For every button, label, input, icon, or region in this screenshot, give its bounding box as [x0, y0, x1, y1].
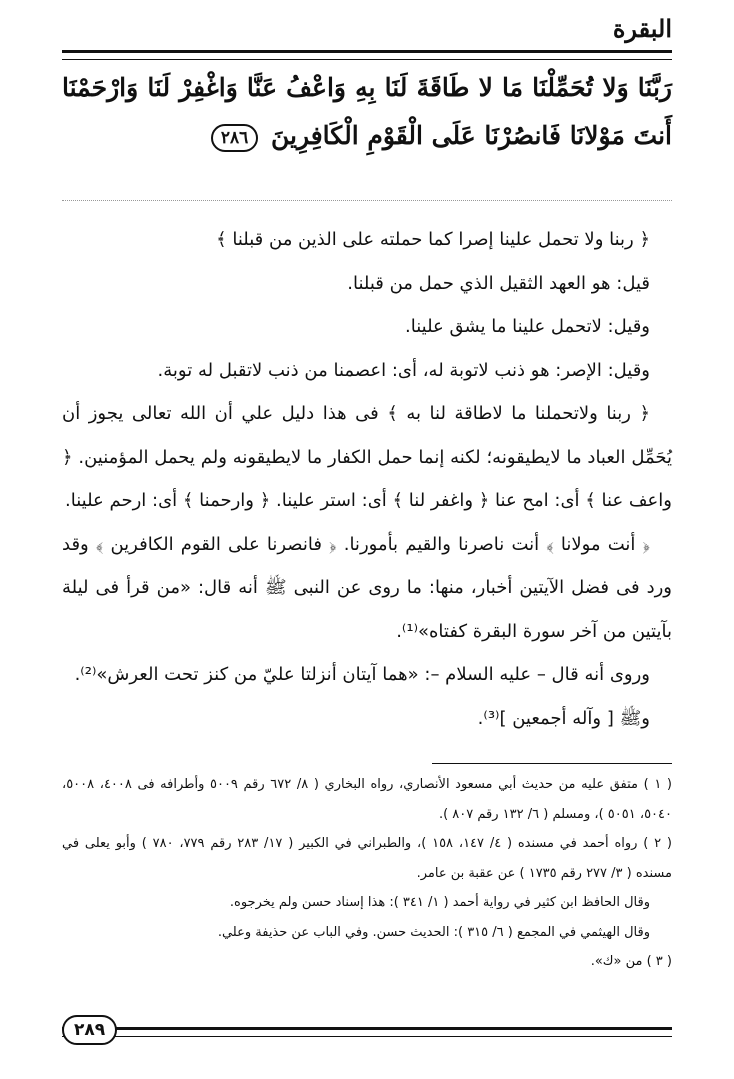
commentary-paragraph: وﷺ [ وآله أجمعين ]⁽³⁾. — [477, 707, 650, 729]
commentary-paragraph: وقيل: الإصر: هو ذنب لاتوبة له، أى: اعصمنا من ذنب لاتقبل له توبة. — [157, 359, 650, 381]
surah-title: البقرة — [612, 14, 672, 43]
commentary-paragraph: ﴿ ربنا ولاتحملنا ما لاطاقة لنا به ﴾ فى هذا دليل علي أن الله تعالى يجوز أن يُحَمِّل العباد ما لايطيقونه؛ لكنه إنما حمل الكفار ما لايطيقونه ولم يحمل المؤمنين. ﴿ واعف عنا ﴾ أى: امح عنا ﴿ واغفر لنا ﴾ أى: استر علينا. ﴿ وارحمنا ﴾ أى: ارحم علينا. — [62, 403, 672, 511]
commentary-paragraph: وقيل: لاتحمل علينا ما يشق علينا. — [405, 316, 650, 337]
commentary-paragraph: وروى أنه قال – عليه السلام –: «هما آيتان أنزلتا عليّ من كنز تحت العرش»⁽²⁾. — [74, 664, 650, 685]
footnote-2: ( ٢ ) رواه أحمد في مسنده ( ٤/ ١٤٧، ١٥٨ )، والطبراني في الكبير ( ١٧/ ٢٨٣ رقم ٧٧٩، ٧٨٠ ) وأبو يعلى في مسنده ( ٣/ ٢٧٧ رقم ١٧٣٥ ) عن عقبة بن عامر. — [62, 836, 672, 881]
verse-text: رَبَّنَا وَلا تُحَمِّلْنَا مَا لا طَاقَةَ لَنَا بِهِ وَاعْفُ عَنَّا وَاغْفِرْ لَنَا وَارْحَمْنَا أَنتَ مَوْلانَا فَانصُرْنَا عَلَى الْقَوْمِ الْكَافِرِينَ — [62, 73, 672, 150]
commentary-body — [62, 218, 672, 740]
page-number: ٢٨٩ — [62, 1015, 117, 1045]
verse-divider — [62, 200, 672, 201]
ayah-number-marker: ٢٨٦ — [211, 124, 258, 152]
commentary-paragraph: ﴿ ربنا ولا تحمل علينا إصرا كما حملته على الذين من قبلنا ﴾ — [216, 229, 650, 250]
footnote-2-note-b: وقال الهيثمي في المجمع ( ٦/ ٣١٥ ): الحديث حسن. وفي الباب عن حذيفة وعلي. — [217, 924, 650, 940]
header-divider — [62, 50, 672, 60]
commentary-paragraph: ﴿ أنت مولانا ﴾ أنت ناصرنا والقيم بأمورنا. ﴿ فانصرنا على القوم الكافرين ﴾ وقد ورد فى فضل الآيتين أخبار، منها: ما روى عن النبى ﷺ أنه قال: «من قرأ فى ليلة بآيتين من آخر سورة البقرة كفتاه»⁽¹⁾. — [62, 533, 672, 642]
footnote-divider — [432, 763, 672, 764]
footnote-1: ( ١ ) متفق عليه من حديث أبي مسعود الأنصاري، رواه البخاري ( ٨/ ٦٧٢ رقم ٥٠٠٩ وأطرافه فى ٤٠٠٨، ٥٠٠٨، ٥٠٤٠، ٥٠٥١ )، ومسلم ( ٦/ ١٣٢ رقم ٨٠٧ ). — [62, 777, 672, 822]
quran-verse — [62, 64, 672, 160]
footnote-3: ( ٣ ) من «ك». — [590, 954, 672, 969]
footnote-2-note-a: وقال الحافظ ابن كثير في رواية أحمد ( ١/ ٣٤١ ): هذا إسناد حسن ولم يخرجوه. — [229, 895, 650, 910]
footnotes — [62, 770, 672, 977]
footer-divider — [62, 1027, 672, 1037]
commentary-paragraph: قيل: هو العهد الثقيل الذي حمل من قبلنا. — [347, 272, 650, 294]
